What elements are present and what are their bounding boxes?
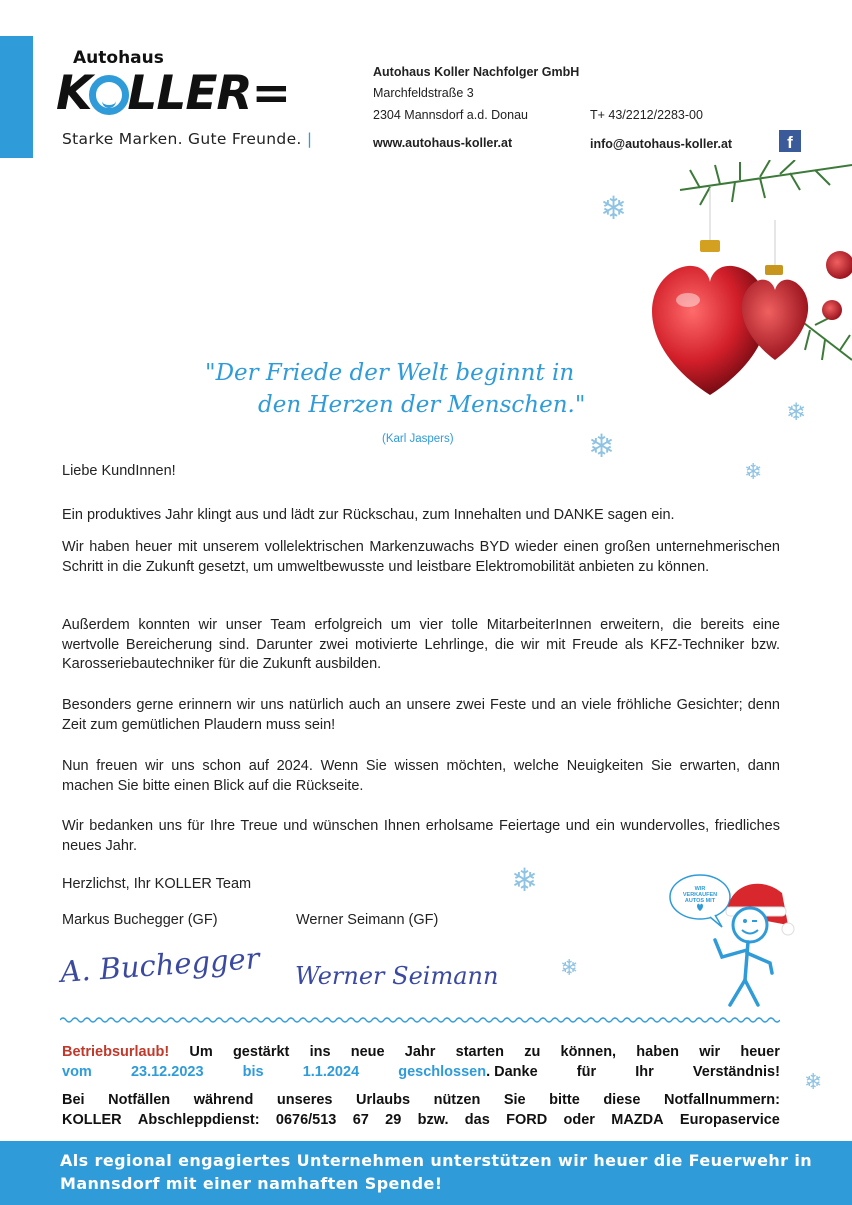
emergency-notice bbox=[62, 1090, 780, 1130]
phone-number: T+ 43/2212/2283-00 bbox=[590, 108, 703, 122]
paragraph: Ein produktives Jahr klingt aus und lädt zur Rückschau, zum Innehalten und DANKE sagen ein. bbox=[62, 507, 675, 523]
notice-word: 1.1.2024 bbox=[302, 1064, 360, 1080]
notice-word: das bbox=[464, 1112, 490, 1128]
notice-word: neue bbox=[350, 1044, 385, 1060]
logo-small-text: Autohaus bbox=[73, 48, 164, 68]
notice-word: geschlossen bbox=[398, 1064, 487, 1080]
notice-word: Sie bbox=[503, 1092, 526, 1108]
notice-word: während bbox=[193, 1092, 254, 1108]
notice-word: für bbox=[576, 1064, 597, 1080]
footer-line: Als regional engagiertes Unternehmen unterstützen wir heuer die Feuerwehr in bbox=[60, 1151, 813, 1170]
notice-word: oder bbox=[563, 1112, 595, 1128]
notice-word: vom bbox=[62, 1064, 92, 1080]
signer-name: Werner Seimann (GF) bbox=[296, 912, 439, 928]
notice-word: 23.12.2023 bbox=[130, 1064, 204, 1080]
paragraph: Wir bedanken uns für Ihre Treue und wünschen Ihnen erholsame Feiertage und ein wundervolles, friedliches neues Jahr. bbox=[62, 818, 780, 854]
notice-word: ins bbox=[309, 1044, 331, 1060]
street-address: Marchfeldstraße 3 bbox=[373, 86, 474, 100]
notice-word: starten bbox=[455, 1044, 504, 1060]
brand-side-bar bbox=[0, 36, 33, 158]
signer-name: Markus Buchegger (GF) bbox=[62, 912, 218, 928]
signature-buchegger: A. Buchegger bbox=[59, 941, 261, 989]
city-address: 2304 Mannsdorf a.d. Donau bbox=[373, 108, 528, 122]
email-link[interactable]: info@autohaus-koller.at bbox=[590, 137, 733, 151]
notice-word: Jahr bbox=[404, 1044, 436, 1060]
company-name: Autohaus Koller Nachfolger GmbH bbox=[373, 65, 580, 79]
notice-word: Abschleppdienst: bbox=[137, 1112, 260, 1128]
notice-word: MAZDA bbox=[611, 1112, 664, 1128]
notice-word: Notfällen bbox=[108, 1092, 171, 1108]
notice-word: bis bbox=[242, 1064, 264, 1080]
notice-word: . Danke bbox=[486, 1064, 538, 1080]
notice-word: 0676/513 bbox=[275, 1112, 337, 1128]
notice-word: Um bbox=[189, 1044, 213, 1060]
notice-word: Ihr bbox=[635, 1064, 654, 1080]
notice-word: Betriebsurlaub! bbox=[62, 1044, 170, 1060]
stickman-mascot-image bbox=[660, 845, 800, 1015]
notice-word: FORD bbox=[506, 1112, 548, 1128]
notice-word-group bbox=[398, 1062, 537, 1082]
notice-word: diese bbox=[603, 1092, 641, 1108]
speech-bubble-text: WIR VERKAUFEN AUTOS MIT bbox=[682, 886, 718, 904]
tagline: Starke Marken. Gute Freunde. | bbox=[62, 130, 313, 148]
closing: Herzlichst, Ihr KOLLER Team bbox=[62, 876, 252, 892]
notice-word: unseres bbox=[276, 1092, 333, 1108]
notice-word: Bei bbox=[62, 1092, 85, 1108]
notice-word: bitte bbox=[549, 1092, 580, 1108]
notice-word: gestärkt bbox=[232, 1044, 290, 1060]
snowflake-icon: ❄ bbox=[804, 1070, 823, 1095]
notice-row bbox=[62, 1062, 780, 1082]
paragraph: Außerdem konnten wir unser Team erfolgreich um vier tolle MitarbeiterInnen erweitern, die bereits eine wertvolle Bereicherung sind. Darunter zwei motivierte Lehrlinge, die wir mit Freude als KFZ-Techniker bzw. Karosseriebautechniker für die Zukunft ausbilden. bbox=[62, 617, 780, 672]
snowflake-icon: ❄ bbox=[588, 427, 615, 465]
website-link[interactable]: www.autohaus-koller.at bbox=[373, 136, 513, 150]
notice-word: heuer bbox=[740, 1044, 780, 1060]
notice-word: können, bbox=[560, 1044, 617, 1060]
paragraph: Besonders gerne erinnern wir uns natürlich auch an unsere zwei Feste und an viele fröhliche Gesichter; denn Zeit zum gemütlichen Plaudern muss sein! bbox=[62, 697, 780, 733]
holiday-notice bbox=[62, 1042, 780, 1082]
snowflake-icon: ❄ bbox=[560, 956, 579, 981]
notice-word: Notfallnummern: bbox=[663, 1092, 780, 1108]
notice-word: Verständnis! bbox=[692, 1064, 780, 1080]
snowflake-icon: ❄ bbox=[786, 398, 807, 426]
logo-wordmark: K LLER= bbox=[56, 66, 291, 121]
smiley-o-icon bbox=[89, 75, 129, 115]
notice-row bbox=[62, 1042, 780, 1062]
notice-word: 29 bbox=[385, 1112, 402, 1128]
notice-word: haben bbox=[636, 1044, 679, 1060]
notice-word: Urlaubs bbox=[356, 1092, 411, 1108]
quote-author: (Karl Jaspers) bbox=[382, 433, 454, 445]
footer-line: Mannsdorf mit einer namhaften Spende! bbox=[60, 1174, 443, 1193]
notice-word: wir bbox=[699, 1044, 721, 1060]
paragraph: Wir haben heuer mit unserem vollelektrischen Markenzuwachs BYD wieder einen großen unternehmerischen Schritt in die Zukunft gesetzt, um umweltbewusste und leistbare Elektromobilität anbieten zu können. bbox=[62, 539, 780, 575]
facebook-icon[interactable]: f bbox=[779, 130, 801, 152]
snowflake-icon: ❄ bbox=[600, 189, 627, 227]
greeting: Liebe KundInnen! bbox=[62, 463, 176, 479]
notice-word: Europaservice bbox=[679, 1112, 780, 1128]
company-logo bbox=[56, 48, 346, 158]
snowflake-icon: ❄ bbox=[511, 861, 538, 899]
notice-row bbox=[62, 1090, 780, 1110]
notice-row bbox=[62, 1110, 780, 1130]
paragraph: Nun freuen wir uns schon auf 2024. Wenn Sie wissen möchten, welche Neuigkeiten Sie erwarten, dann machen Sie bitte einen Blick auf die Rückseite. bbox=[62, 758, 780, 794]
notice-word: KOLLER bbox=[62, 1112, 122, 1128]
notice-word: zu bbox=[524, 1044, 541, 1060]
signature-seimann: Werner Seimann bbox=[295, 962, 499, 990]
footer-banner bbox=[0, 1141, 852, 1205]
notice-word: 67 bbox=[352, 1112, 369, 1128]
notice-word: bzw. bbox=[417, 1112, 449, 1128]
quote: "Der Friede der Welt beginnt in den Herzen der Menschen." bbox=[205, 360, 586, 418]
wavy-divider bbox=[60, 1016, 780, 1024]
notice-word: nützen bbox=[433, 1092, 481, 1108]
snowflake-icon: ❄ bbox=[744, 460, 763, 485]
